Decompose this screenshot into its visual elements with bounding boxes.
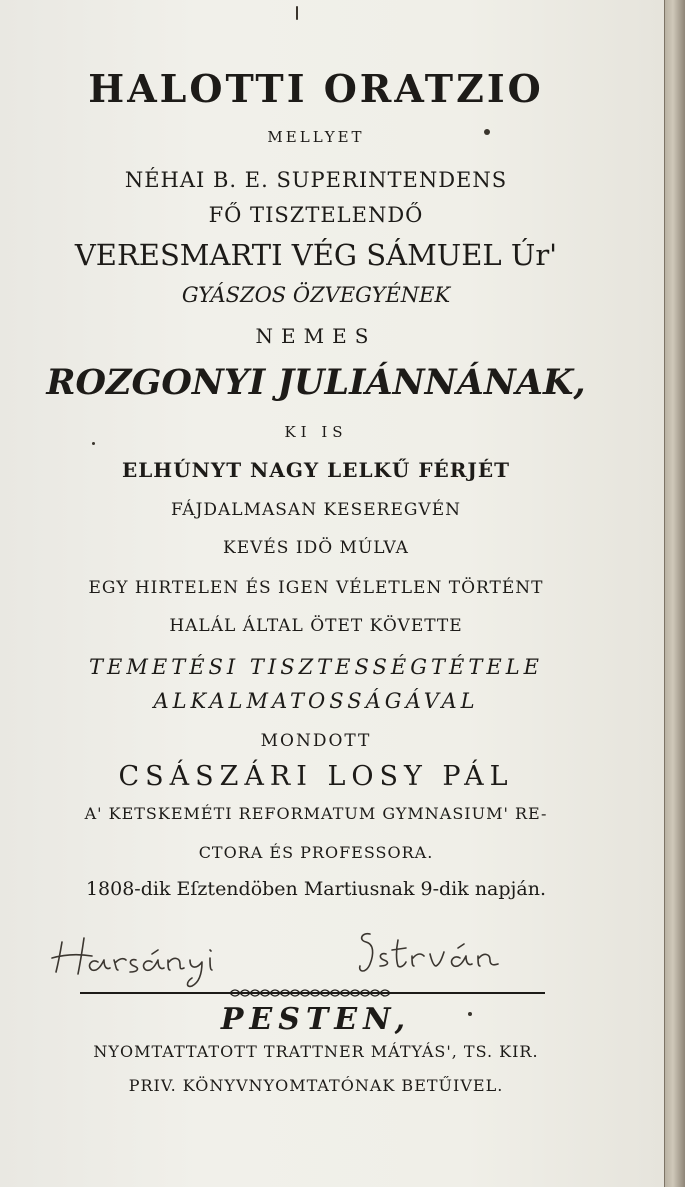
line-fajdalmasan: FÁJDALMASAN KESEREGVÉN xyxy=(170,500,461,520)
line-nehai: NÉHAI B. E. SUPERINTENDENS xyxy=(124,168,508,192)
imprint-city: PESTEN, xyxy=(220,1002,412,1037)
line-elhunyt: ELHÚNYT NAGY LELKŰ FÉRJÉT xyxy=(122,458,510,482)
line-mondott: MONDOTT xyxy=(260,731,372,751)
ink-speck xyxy=(468,1012,472,1016)
line-ctora: CTORA ÉS PROFESSORA. xyxy=(198,843,434,862)
imprint-printer: NYOMTATTATOTT TRATTNER MÁTYÁS', TS. KIR. xyxy=(93,1042,539,1061)
author-name: CSÁSZÁRI LOSY PÁL xyxy=(118,761,514,792)
ornamental-rule xyxy=(80,986,545,1000)
line-temetesi: TEMETÉSI TISZTESSÉGTÉTELE xyxy=(89,655,543,679)
imprint-privilege: PRIV. KÖNYVNYOMTATÓNAK BETŰIVEL. xyxy=(128,1076,504,1095)
line-rozgonyi: ROZGONYI JULIÁNNÁNAK, xyxy=(46,362,586,403)
line-alkalmatossag: ALKALMATOSSÁGÁVAL xyxy=(153,689,479,713)
line-gyaszos: GYÁSZOS ÖZVEGYÉNEK xyxy=(181,283,451,307)
line-name: VERESMARTI VÉG SÁMUEL Úr' xyxy=(74,238,558,272)
handwritten-signature xyxy=(40,920,560,990)
line-ketskemeti: A' KETSKEMÉTI REFORMATUM GYMNASIUM' RE- xyxy=(84,804,548,823)
line-halal: HALÁL ÁLTAL ÖTET KÖVETTE xyxy=(169,616,463,636)
date-line: 1808-dik Eſztendöben Martiusnak 9-dik napján. xyxy=(85,878,547,900)
ink-speck xyxy=(296,6,298,20)
page-edge xyxy=(664,0,685,1187)
line-nemes: NEMES xyxy=(255,324,377,348)
ink-speck xyxy=(92,442,95,445)
line-egy-hirtelen: EGY HIRTELEN ÉS IGEN VÉLETLEN TÖRTÉNT xyxy=(88,578,544,598)
line-fo-tisztelendo: FŐ TISZTELENDŐ xyxy=(208,203,424,227)
line-keves: KEVÉS IDÖ MÚLVA xyxy=(223,538,409,558)
line-ki-is: KI IS xyxy=(284,423,348,441)
line-mellyet: MELLYET xyxy=(267,128,365,146)
ink-speck xyxy=(484,129,490,135)
main-title: HALOTTI ORATZIO xyxy=(88,66,544,111)
